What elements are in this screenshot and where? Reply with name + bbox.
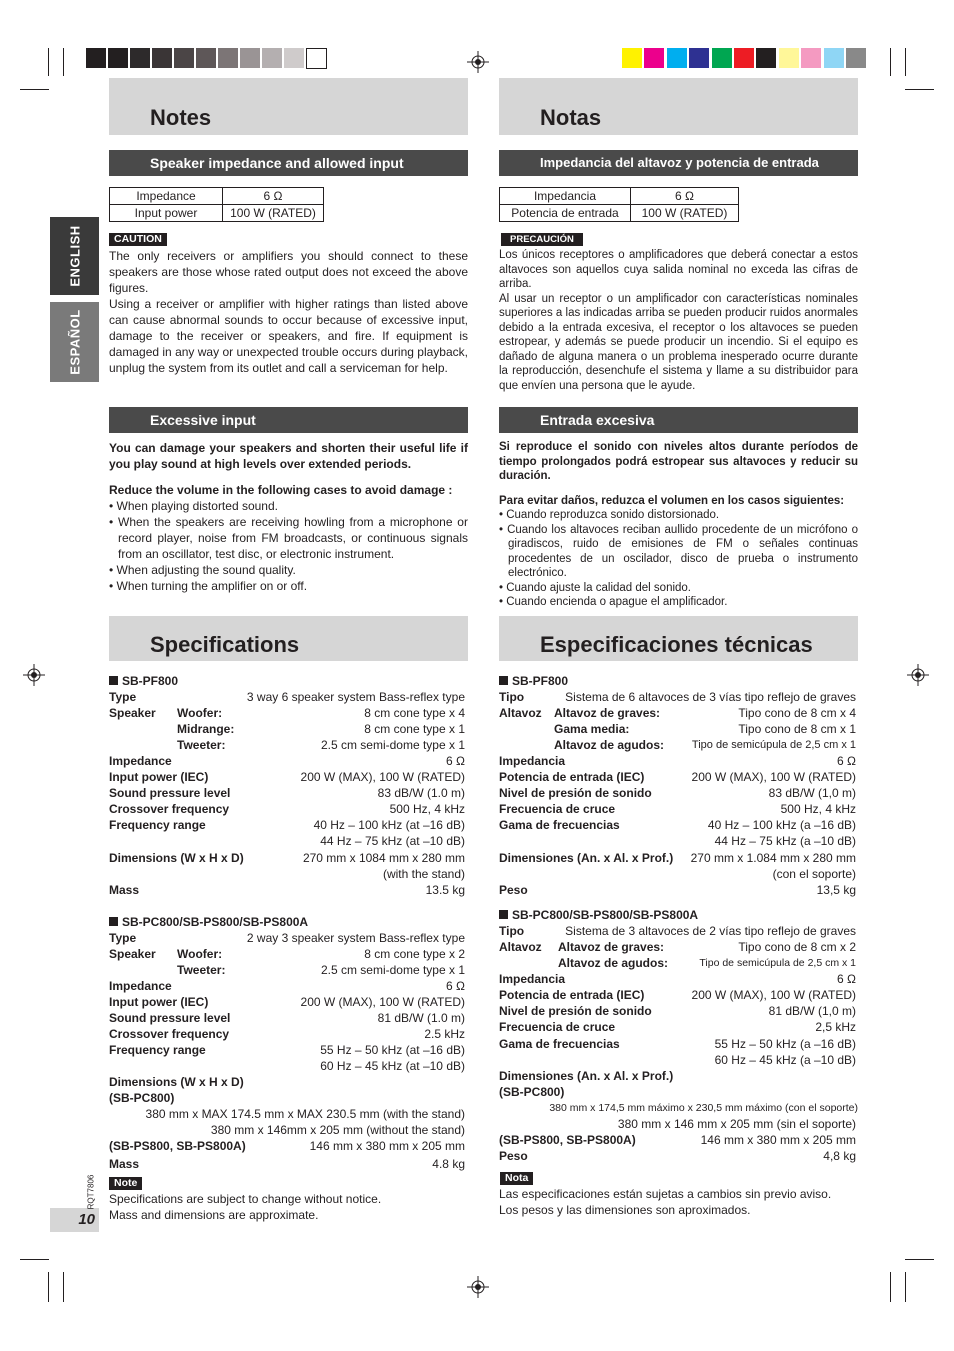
list-item: • When playing distorted sound. — [109, 499, 278, 513]
entrada-text: Si reproduce el sonido con niveles altos durante períodos de tiempo prolongados podrá estropear sus altavoces y reducir su duración. Para evitar daños, reduzca el volumen en los casos siguientes: • Cuando reproduzca sonido distorsionado. • Cuando los altavoces reciban aullido procedente de un micrófono o giradiscos, ruido de emisiones de FM o señales continuas procedentes de un oscilador, disco de prueba o instrumento electrónico. • Cuando ajuste la calidad del sonido. • Cuando encienda o apague el amplificador. — [499, 441, 858, 608]
gray-swatch — [152, 48, 172, 68]
doc-code: RQT7806 — [86, 1174, 96, 1210]
gray-swatch — [86, 48, 106, 68]
color-swatch — [622, 48, 642, 68]
registration-mark-icon — [907, 664, 929, 686]
side-tab-espanol: ESPAÑOL — [50, 302, 99, 382]
bullet-icon: • — [499, 581, 507, 594]
color-swatch — [667, 48, 687, 68]
bullet-icon: • — [109, 563, 117, 577]
bullet-icon: • — [499, 509, 507, 521]
section-bar-impedancia: Impedancia del altavoz y potencia de entrada — [499, 150, 858, 176]
nota-tag: Nota — [500, 1172, 533, 1185]
side-tab-english: ENGLISH — [50, 217, 99, 295]
gray-swatch — [196, 48, 216, 68]
bullet-icon: • — [109, 499, 117, 513]
page-number-box — [50, 1208, 99, 1232]
registration-mark-icon — [23, 664, 45, 686]
list-item: • Cuando reproduzca sonido distorsionado. — [499, 509, 720, 521]
page-title-es: Notas — [540, 105, 602, 130]
color-swatch — [824, 48, 844, 68]
registration-mark-icon — [467, 1276, 489, 1298]
caution-tag: CAUTION — [109, 233, 167, 246]
registration-mark-icon — [467, 51, 489, 73]
gray-swatch — [130, 48, 150, 68]
excessive-list — [109, 498, 468, 594]
list-item: • When turning the amplifier on or off. — [109, 579, 308, 593]
gray-swatch — [284, 48, 304, 68]
precaucion-text: Los únicos receptores o amplificadores que deberá conectar a estos altavoces son aquellos cuya salida nominal no exceda las cifras de arriba. Al usar un receptor o un amplificador con características nominales superiores a las indicadas arriba se pueden producir ruidos anormales debido a la entrada excesiva, el receptor o los altavoces se pueden estropear, y además se puede producir un incendio. Si el equipo es dañado de alguna manera o un problema inesperado ocurre durante la reproducción, desenchufe el sistema y llame a su distribuidor para que envíen una persona que le ayude. — [499, 249, 858, 392]
square-bullet-icon — [109, 917, 118, 926]
caution-text: The only receivers or amplifiers you should connect to these speakers are those whose rated output does not exceed the above figures. Using a receiver or amplifier with higher ratings than listed above can cause abnormal sounds to occur because of excessive input, damage to the receiver or speakers, and fire. If equipment is damaged in any way or unexpected trouble occurs during playback, unplug the system from its outlet and call a serviceman for help. — [109, 249, 468, 375]
color-swatch — [644, 48, 664, 68]
bullet-icon: • — [109, 579, 117, 593]
bullet-icon: • — [109, 515, 118, 529]
gray-swatch — [218, 48, 238, 68]
especificaciones-title: Especificaciones técnicas — [540, 632, 813, 657]
gray-swatch — [240, 48, 260, 68]
page-title: Notes — [150, 105, 212, 130]
notes-header — [109, 78, 468, 135]
color-swatch — [712, 48, 732, 68]
section-bar-entrada: Entrada excesiva — [499, 407, 858, 433]
entrada-list — [499, 508, 858, 610]
gray-swatch — [262, 48, 282, 68]
color-swatch — [846, 48, 866, 68]
square-bullet-icon — [499, 676, 508, 685]
specifications-title: Specifications — [150, 632, 300, 657]
list-item: • When adjusting the sound quality. — [109, 563, 296, 577]
color-swatch — [756, 48, 776, 68]
section-bar-impedance: Speaker impedance and allowed input — [109, 150, 468, 176]
note-text: Specifications are subject to change without notice. Mass and dimensions are approximate. — [109, 1192, 382, 1222]
impedancia-table: Impedancia 6 Ω Potencia de entrada 100 W (RATED) — [499, 187, 739, 222]
impedance-table: Impedance 6 Ω Input power 100 W (RATED) — [109, 187, 324, 222]
list-item: • Cuando ajuste la calidad del sonido. — [499, 581, 692, 594]
color-swatch — [779, 48, 799, 68]
gray-swatch — [108, 48, 128, 68]
specifications-header — [109, 616, 468, 661]
nota-text: Las especificaciones están sujetas a cambios sin previo aviso. Los pesos y las dimensiones son aproximados. — [499, 1187, 832, 1217]
note-tag: Note — [109, 1177, 142, 1190]
excessive-text: You can damage your speakers and shorten their useful life if you play sound at high levels over extended periods. Reduce the volume in the following cases to avoid damage : • When playing distorted sound. • When the speakers are receiving howling from a microphone or record player, noise from FM broadcasts, or continuous signals from an oscillator, test disc, or electronic instrument. • When adjusting the sound quality. • When turning the amplifier on or off. — [109, 441, 468, 593]
gray-swatch — [174, 48, 194, 68]
especificaciones-header — [499, 616, 858, 661]
bullet-icon: • — [499, 596, 507, 608]
notas-header — [499, 78, 858, 135]
precaucion-tag: PRECAUCIÓN — [501, 233, 583, 246]
color-swatch — [689, 48, 709, 68]
page-number: 10 — [78, 1211, 95, 1228]
list-item: • Cuando encienda o apague el amplificador. — [499, 596, 728, 608]
list-item: • Cuando los altavoces reciban aullido procedente de un micrófono o giradiscos, ruido de emisiones de FM o señales continuas procedentes de un oscilador, disco de prueba o instrumento electrónico. — [499, 523, 858, 579]
gray-swatch — [306, 48, 327, 69]
square-bullet-icon — [499, 910, 508, 919]
square-bullet-icon — [109, 676, 118, 685]
color-swatch — [801, 48, 821, 68]
bullet-icon: • — [499, 523, 508, 536]
color-swatch — [734, 48, 754, 68]
list-item: • When the speakers are receiving howling from a microphone or record player, noise from FM broadcasts, or continuous signals from an oscillator, test disc, or electronic instrument. — [109, 515, 468, 561]
section-bar-excessive: Excessive input — [109, 407, 468, 433]
